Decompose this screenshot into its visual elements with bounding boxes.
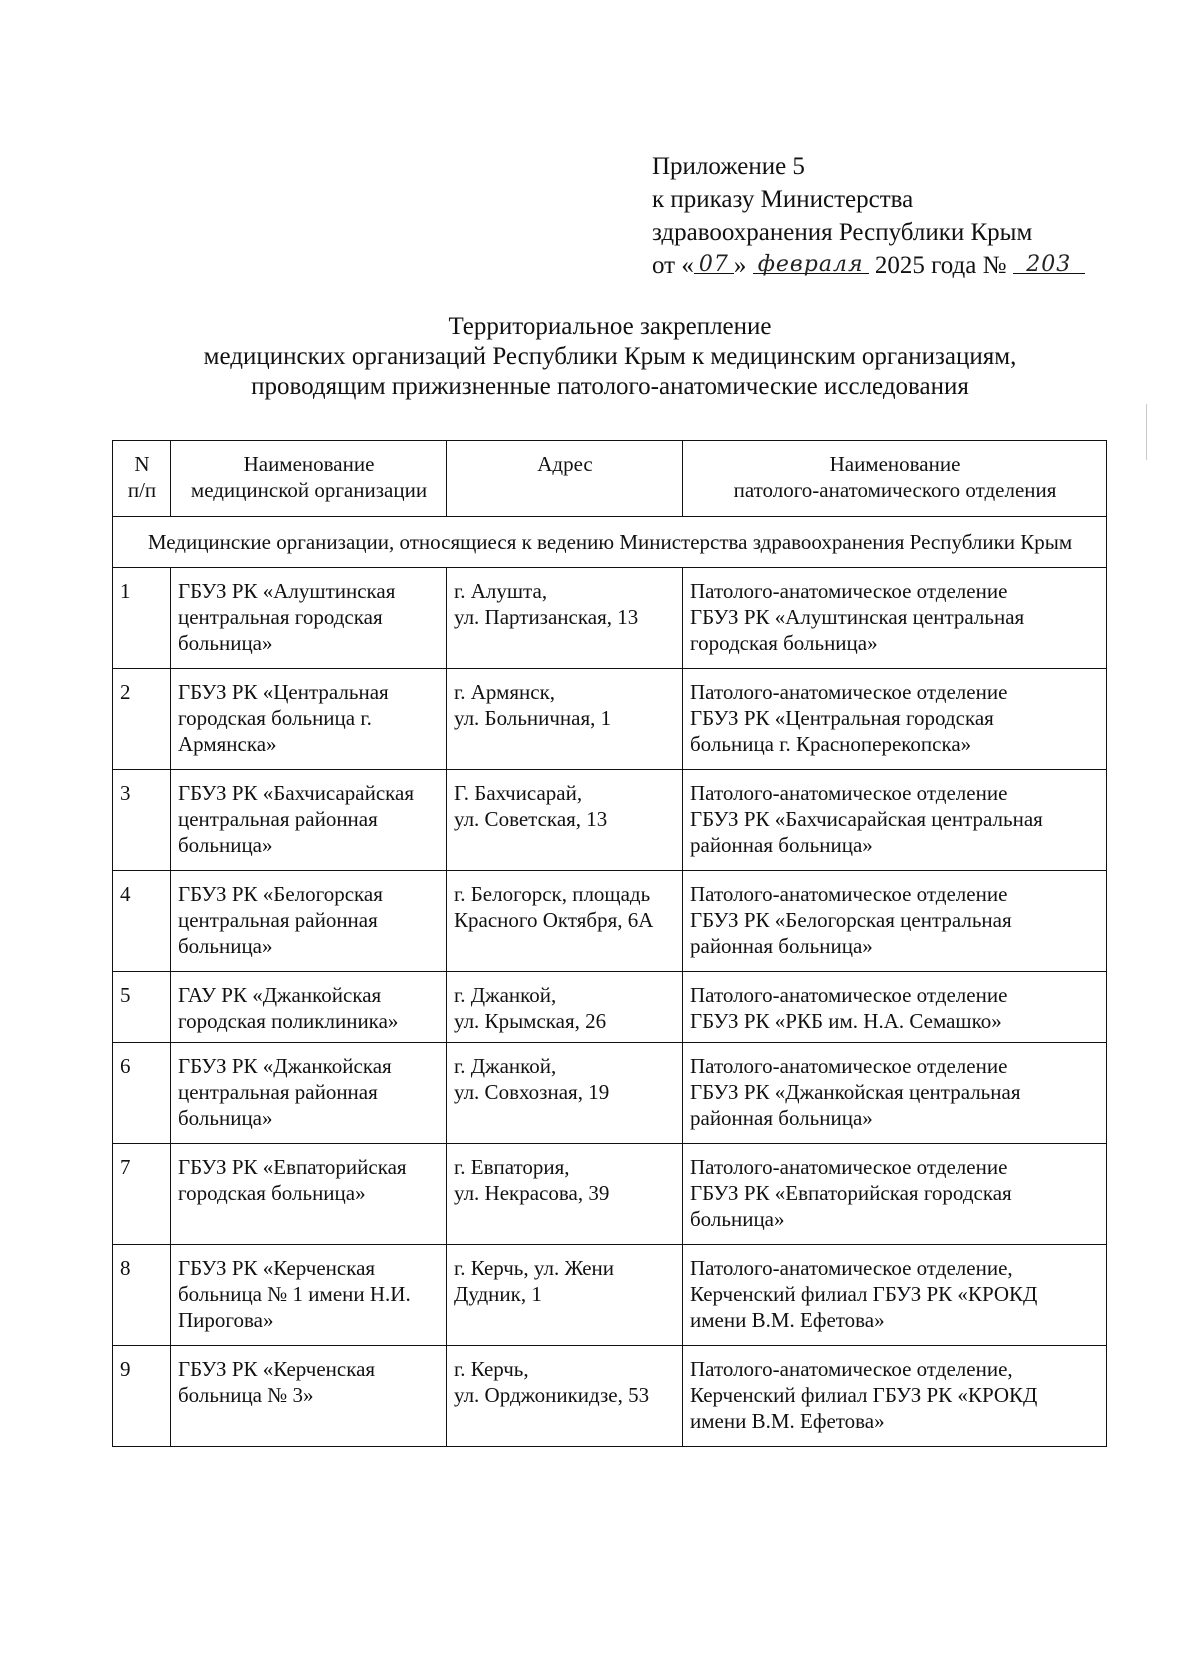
- row-address: [447, 669, 683, 770]
- row-department-line: ГБУЗ РК «Алуштинская центральная: [690, 605, 1025, 629]
- row-department: [683, 972, 1107, 1043]
- row-number: 9: [113, 1346, 171, 1447]
- row-department-line: ГБУЗ РК «Бахчисарайская центральная: [690, 807, 1043, 831]
- date-month-handwritten: февраля: [757, 252, 864, 277]
- row-organization-line: ГБУЗ РК «Бахчисарайская: [178, 781, 415, 805]
- row-address-line: г. Джанкой,: [454, 983, 557, 1007]
- table-header-row: [113, 441, 1107, 517]
- row-address-line: г. Джанкой,: [454, 1054, 557, 1078]
- row-number: 6: [113, 1043, 171, 1144]
- row-address-line: г. Белогорск, площадь: [454, 882, 651, 906]
- row-organization-line: ГБУЗ РК «Керченская: [178, 1357, 376, 1381]
- date-year: 2025 года №: [874, 252, 1007, 279]
- table-row: [113, 1346, 1107, 1447]
- row-address: [447, 568, 683, 669]
- row-number: 1: [113, 568, 171, 669]
- row-organization-line: городская больница г.: [178, 706, 372, 730]
- date-day-field: [694, 249, 734, 277]
- appendix-date-line: [652, 249, 1085, 282]
- row-organization-line: больница № 1 имени Н.И.: [178, 1282, 411, 1306]
- row-organization: [171, 568, 447, 669]
- row-department-line: Патолого-анатомическое отделение: [690, 1054, 1008, 1078]
- header-organization: Наименование медицинской организации: [171, 441, 447, 517]
- row-address: [447, 1043, 683, 1144]
- header-department: Наименование патолого-анатомического отделения: [683, 441, 1107, 517]
- row-department: [683, 669, 1107, 770]
- title-line-2: медицинских организаций Республики Крым к медицинским организациям,: [203, 343, 1017, 370]
- row-department-line: Патолого-анатомическое отделение: [690, 882, 1008, 906]
- row-department-line: ГБУЗ РК «Центральная городская: [690, 706, 994, 730]
- row-organization-line: больница»: [178, 934, 273, 958]
- row-organization: [171, 770, 447, 871]
- row-department: [683, 871, 1107, 972]
- row-organization-line: больница»: [178, 833, 273, 857]
- row-department-line: Патолого-анатомическое отделение: [690, 983, 1008, 1007]
- row-organization-line: городская больница»: [178, 1181, 366, 1205]
- row-organization-line: центральная городская: [178, 605, 383, 629]
- row-department: [683, 1144, 1107, 1245]
- row-organization-line: больница»: [178, 631, 273, 655]
- row-department: [683, 1245, 1107, 1346]
- appendix-block: [652, 150, 1085, 282]
- row-department-line: ГБУЗ РК «Евпаторийская городская: [690, 1181, 1012, 1205]
- row-department-line: Патолого-анатомическое отделение: [690, 781, 1008, 805]
- row-organization-line: больница»: [178, 1106, 273, 1130]
- header-address: Адрес: [447, 441, 683, 517]
- scan-artifact-line: [1146, 404, 1147, 460]
- table-row: [113, 871, 1107, 972]
- row-address: [447, 871, 683, 972]
- row-number: 2: [113, 669, 171, 770]
- table-row: [113, 770, 1107, 871]
- document-title: [110, 312, 1110, 402]
- date-month-field: [753, 249, 869, 277]
- row-address-line: ул. Советская, 13: [454, 807, 608, 831]
- row-department-line: имени В.М. Ефетова»: [690, 1409, 885, 1433]
- row-address-line: Дудник, 1: [454, 1282, 542, 1306]
- row-organization-line: ГБУЗ РК «Евпаторийская: [178, 1155, 407, 1179]
- row-department-line: Патолого-анатомическое отделение: [690, 680, 1008, 704]
- row-department-line: ГБУЗ РК «РКБ им. Н.А. Семашко»: [690, 1009, 1002, 1033]
- row-organization-line: ГБУЗ РК «Алуштинская: [178, 579, 396, 603]
- row-organization-line: ГБУЗ РК «Джанкойская: [178, 1054, 392, 1078]
- title-line-1: Территориальное закрепление: [448, 313, 772, 340]
- row-address-line: г. Алушта,: [454, 579, 548, 603]
- row-address-line: ул. Крымская, 26: [454, 1009, 607, 1033]
- row-department-line: районная больница»: [690, 833, 873, 857]
- row-number: 5: [113, 972, 171, 1043]
- row-address-line: г. Керчь,: [454, 1357, 529, 1381]
- appendix-title: Приложение 5: [652, 153, 805, 180]
- row-department-line: больница»: [690, 1207, 785, 1231]
- row-address-line: ул. Орджоникидзе, 53: [454, 1383, 650, 1407]
- row-organization-line: центральная районная: [178, 1080, 378, 1104]
- row-address: [447, 770, 683, 871]
- order-number-handwritten: 203: [1026, 252, 1072, 277]
- table-row: [113, 669, 1107, 770]
- row-department-line: ГБУЗ РК «Белогорская центральная: [690, 908, 1012, 932]
- row-organization: [171, 1346, 447, 1447]
- row-organization: [171, 1043, 447, 1144]
- row-department-line: районная больница»: [690, 1106, 873, 1130]
- row-number: 4: [113, 871, 171, 972]
- row-organization: [171, 1144, 447, 1245]
- row-department: [683, 1346, 1107, 1447]
- table-row: [113, 568, 1107, 669]
- row-address-line: ул. Партизанская, 13: [454, 605, 639, 629]
- row-address-line: г. Керчь, ул. Жени: [454, 1256, 614, 1280]
- row-organization-line: больница № 3»: [178, 1383, 314, 1407]
- row-number: 7: [113, 1144, 171, 1245]
- row-address-line: ул. Совхозная, 19: [454, 1080, 610, 1104]
- table-row: [113, 972, 1107, 1043]
- row-department-line: ГБУЗ РК «Джанкойская центральная: [690, 1080, 1021, 1104]
- row-department: [683, 1043, 1107, 1144]
- table-row: [113, 1043, 1107, 1144]
- table-row: [113, 1245, 1107, 1346]
- table-section-row: [113, 517, 1107, 568]
- row-organization: [171, 669, 447, 770]
- organizations-table: [112, 440, 1107, 1447]
- row-department-line: районная больница»: [690, 934, 873, 958]
- row-number: 3: [113, 770, 171, 871]
- row-organization-line: ГАУ РК «Джанкойская: [178, 983, 382, 1007]
- row-department-line: Керченский филиал ГБУЗ РК «КРОКД: [690, 1282, 1038, 1306]
- row-department-line: имени В.М. Ефетова»: [690, 1308, 885, 1332]
- date-close: »: [733, 252, 747, 279]
- row-organization-line: городская поликлиника»: [178, 1009, 399, 1033]
- row-organization-line: Пирогова»: [178, 1308, 274, 1332]
- appendix-ministry: здравоохранения Республики Крым: [652, 219, 1033, 246]
- appendix-order-ref: к приказу Министерства: [652, 186, 914, 213]
- table-row: [113, 1144, 1107, 1245]
- row-department-line: Патолого-анатомическое отделение: [690, 1155, 1008, 1179]
- row-department: [683, 568, 1107, 669]
- order-number-field: [1013, 249, 1085, 277]
- title-line-3: проводящим прижизненные патолого-анатомические исследования: [251, 373, 969, 400]
- header-num: N п/п: [113, 441, 171, 517]
- date-day-handwritten: 07: [698, 252, 729, 277]
- row-address: [447, 1144, 683, 1245]
- row-organization: [171, 972, 447, 1043]
- row-address-line: Г. Бахчисарай,: [454, 781, 583, 805]
- row-department-line: Патолого-анатомическое отделение: [690, 579, 1008, 603]
- row-address-line: Красного Октября, 6А: [454, 908, 654, 932]
- row-organization-line: центральная районная: [178, 908, 378, 932]
- table-body: [113, 568, 1107, 1447]
- row-address-line: г. Армянск,: [454, 680, 556, 704]
- row-address: [447, 972, 683, 1043]
- row-organization-line: ГБУЗ РК «Центральная: [178, 680, 389, 704]
- row-department: [683, 770, 1107, 871]
- row-organization-line: ГБУЗ РК «Белогорская: [178, 882, 383, 906]
- row-department-line: больница г. Красноперекопска»: [690, 732, 972, 756]
- row-organization-line: ГБУЗ РК «Керченская: [178, 1256, 376, 1280]
- date-prefix: от «: [652, 252, 694, 279]
- row-organization: [171, 1245, 447, 1346]
- row-address-line: г. Евпатория,: [454, 1155, 570, 1179]
- row-address: [447, 1245, 683, 1346]
- row-organization-line: центральная районная: [178, 807, 378, 831]
- row-address-line: ул. Некрасова, 39: [454, 1181, 610, 1205]
- row-number: 8: [113, 1245, 171, 1346]
- row-department-line: Патолого-анатомическое отделение,: [690, 1357, 1013, 1381]
- row-department-line: Патолого-анатомическое отделение,: [690, 1256, 1013, 1280]
- section-title: Медицинские организации, относящиеся к ведению Министерства здравоохранения Республики Крым: [113, 517, 1107, 568]
- row-department-line: городская больница»: [690, 631, 878, 655]
- row-organization: [171, 871, 447, 972]
- row-address-line: ул. Больничная, 1: [454, 706, 612, 730]
- row-organization-line: Армянска»: [178, 732, 277, 756]
- row-address: [447, 1346, 683, 1447]
- row-department-line: Керченский филиал ГБУЗ РК «КРОКД: [690, 1383, 1038, 1407]
